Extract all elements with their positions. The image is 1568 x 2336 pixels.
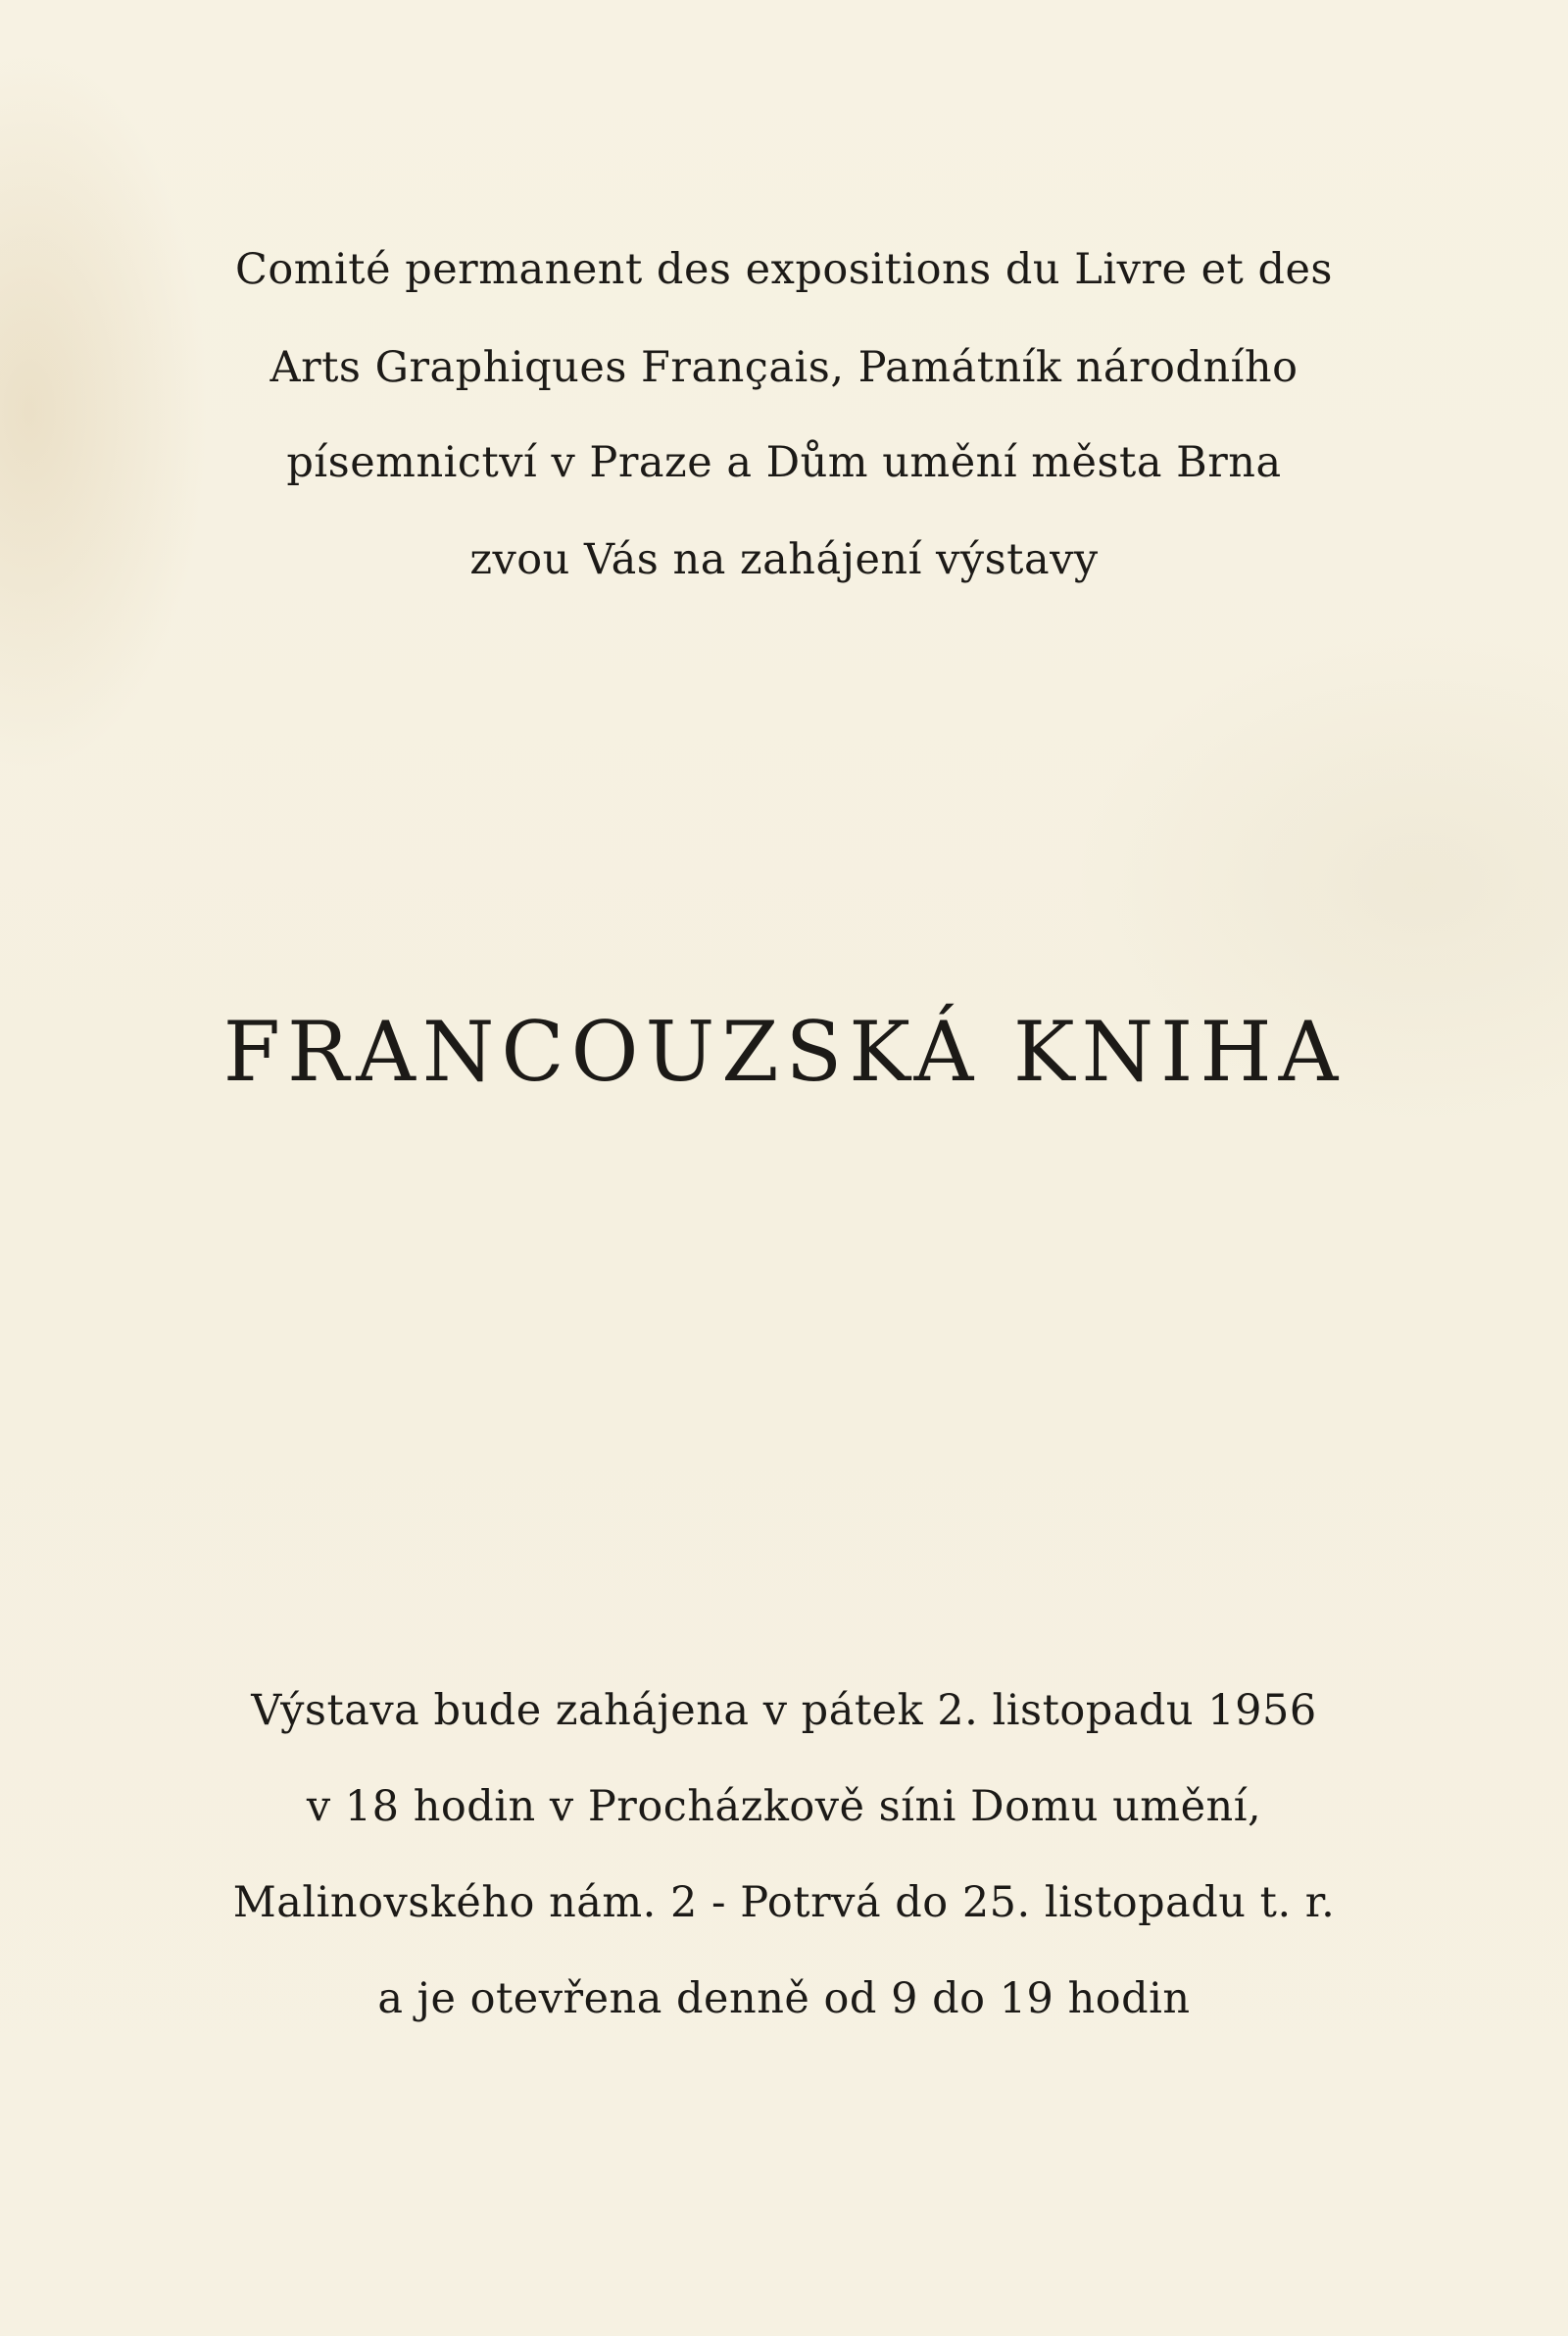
intro-line-1: Comité permanent des expositions du Livre et des: [234, 245, 1334, 294]
exhibition-title: FRANCOUZSKÁ KNIHA: [222, 1004, 1346, 1100]
detail-line-2: v 18 hodin v Procházkově síni Domu umění,: [306, 1782, 1262, 1831]
intro-line-3: písemnictví v Praze a Dům umění města Brna: [286, 438, 1282, 487]
intro-line-4: zvou Vás na zahájení výstavy: [469, 535, 1099, 584]
detail-line-4: a je otevřena denně od 9 do 19 hodin: [377, 1974, 1191, 2023]
detail-line-3: Malinovského nám. 2 - Potrvá do 25. listopadu t. r.: [232, 1878, 1336, 1927]
detail-line-1: Výstava bude zahájena v pátek 2. listopadu 1956: [251, 1686, 1317, 1735]
intro-line-2: Arts Graphiques Français, Památník národního: [270, 343, 1298, 392]
